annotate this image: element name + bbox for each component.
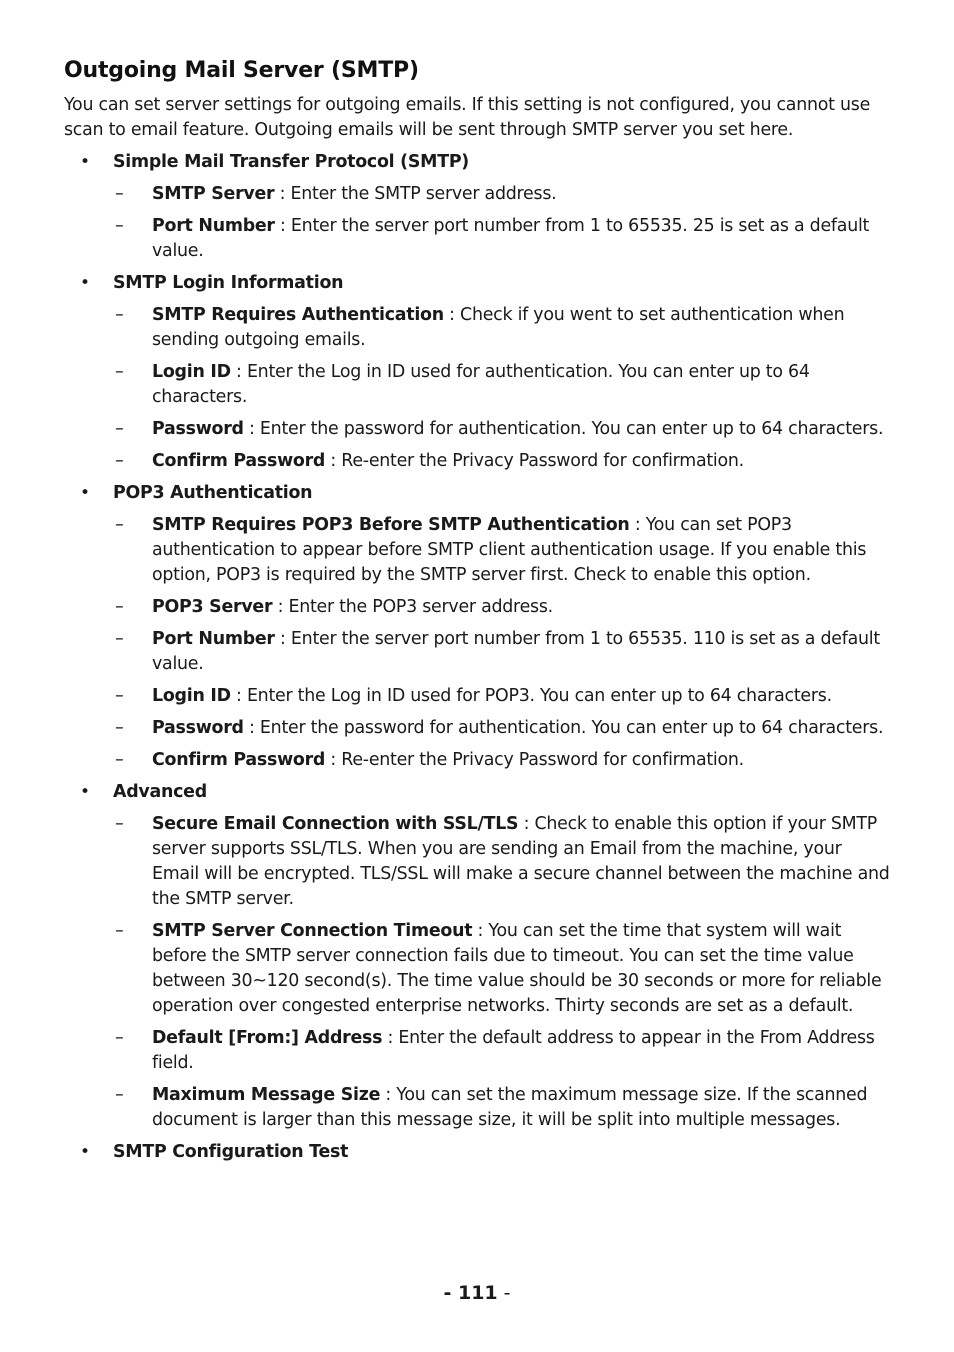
setting-description: : Enter the Log in ID used for POP3. You can enter up to 64 characters.: [230, 686, 832, 706]
setting-description: : Enter the Log in ID used for authentication. You can enter up to 64 characters.: [152, 362, 810, 407]
sub-item: [113, 627, 890, 677]
section-list: [64, 150, 890, 1165]
intro-paragraph: You can set server settings for outgoing emails. If this setting is not configured, you cannot use scan to email feature. Outgoing emails will be sent through SMTP server you set here.: [64, 95, 871, 140]
setting-term: POP3 Server: [152, 597, 273, 617]
document-page: [64, 58, 890, 1172]
section-item: [64, 1140, 890, 1165]
dash-marker: –: [115, 750, 124, 770]
dash-marker: –: [115, 686, 124, 706]
setting-description: : Enter the server port number from 1 to 65535. 110 is set as a default value.: [152, 629, 880, 674]
setting-term: Default [From:] Address: [152, 1028, 383, 1048]
sub-item: [113, 595, 890, 620]
dash-marker: –: [115, 184, 124, 204]
sub-item: [113, 919, 890, 1019]
page-number-prefix: -: [443, 1282, 458, 1304]
setting-description: : Check if you went to set authentication when sending outgoing emails.: [152, 305, 845, 350]
setting-description: : Enter the SMTP server address.: [274, 184, 557, 204]
sub-item: [113, 182, 890, 207]
section-item: [64, 481, 890, 773]
bullet-marker: •: [80, 483, 91, 503]
setting-description: : You can set the maximum message size. If the scanned document is larger than this message size, it will be split into multiple messages.: [152, 1085, 868, 1130]
setting-description: : Enter the password for authentication. You can enter up to 64 characters.: [243, 718, 884, 738]
sub-item: [113, 1083, 890, 1133]
sub-item: [113, 417, 890, 442]
setting-term: Maximum Message Size: [152, 1085, 381, 1105]
section-item: [64, 271, 890, 474]
page-number-suffix: -: [497, 1282, 511, 1304]
sub-item: [113, 513, 890, 588]
page-title: Outgoing Mail Server (SMTP): [64, 58, 419, 83]
setting-description: : You can set POP3 authentication to appear before SMTP client authentication usage. If you enable this option, POP3 is required by the SMTP server first. Check to enable this option.: [152, 515, 867, 585]
setting-term: SMTP Server Connection Timeout: [152, 921, 473, 941]
dash-marker: –: [115, 362, 124, 382]
setting-term: Login ID: [152, 686, 231, 706]
sub-item-list: [113, 812, 890, 1133]
sub-item-list: [113, 513, 890, 773]
setting-description: : Enter the server port number from 1 to 65535. 25 is set as a default value.: [152, 216, 870, 261]
bullet-marker: •: [80, 782, 91, 802]
setting-description: : Enter the password for authentication. You can enter up to 64 characters.: [243, 419, 884, 439]
section-heading: Advanced: [113, 782, 207, 802]
setting-description: : Check to enable this option if your SMTP server supports SSL/TLS. When you are sending an Email from the machine, your Email will be encrypted. TLS/SSL will make a secure channel between the machine and the SMTP server.: [152, 814, 890, 909]
dash-marker: –: [115, 419, 124, 439]
section-heading: Simple Mail Transfer Protocol (SMTP): [113, 152, 470, 172]
setting-term: SMTP Server: [152, 184, 275, 204]
dash-marker: –: [115, 1085, 124, 1105]
page-footer: [0, 1280, 954, 1306]
sub-item-list: [113, 303, 890, 474]
dash-marker: –: [115, 515, 124, 535]
dash-marker: –: [115, 814, 124, 834]
sub-item: [113, 360, 890, 410]
setting-term: Confirm Password: [152, 451, 326, 471]
setting-term: Port Number: [152, 629, 275, 649]
section-heading: SMTP Login Information: [113, 273, 344, 293]
setting-description: : Re-enter the Privacy Password for confirmation.: [325, 451, 744, 471]
sub-item: [113, 748, 890, 773]
sub-item: [113, 449, 890, 474]
sub-item: [113, 1026, 890, 1076]
dash-marker: –: [115, 216, 124, 236]
sub-item: [113, 303, 890, 353]
sub-item-list: [113, 182, 890, 264]
section-item: [64, 150, 890, 264]
page-number: 111: [457, 1282, 498, 1304]
setting-term: Port Number: [152, 216, 275, 236]
setting-term: SMTP Requires POP3 Before SMTP Authentication: [152, 515, 630, 535]
setting-term: Secure Email Connection with SSL/TLS: [152, 814, 519, 834]
setting-term: Login ID: [152, 362, 231, 382]
bullet-marker: •: [80, 152, 91, 172]
section-heading: SMTP Configuration Test: [113, 1142, 349, 1162]
setting-term: Password: [152, 718, 244, 738]
setting-description: : You can set the time that system will wait before the SMTP server connection fails due to timeout. You can set the time value between 30~120 second(s). The time value should be 30 seconds or more for reliable operation over congested enterprise networks. Thirty seconds are set as a default.: [152, 921, 882, 1016]
bullet-marker: •: [80, 1142, 91, 1162]
sub-item: [113, 684, 890, 709]
setting-term: Confirm Password: [152, 750, 326, 770]
setting-description: : Enter the default address to appear in the From Address field.: [152, 1028, 875, 1073]
setting-term: SMTP Requires Authentication: [152, 305, 444, 325]
dash-marker: –: [115, 305, 124, 325]
sub-item: [113, 812, 890, 912]
dash-marker: –: [115, 451, 124, 471]
section-item: [64, 780, 890, 1133]
dash-marker: –: [115, 921, 124, 941]
dash-marker: –: [115, 718, 124, 738]
sub-item: [113, 214, 890, 264]
bullet-marker: •: [80, 273, 91, 293]
setting-description: : Enter the POP3 server address.: [272, 597, 553, 617]
dash-marker: –: [115, 597, 124, 617]
dash-marker: –: [115, 629, 124, 649]
sub-item: [113, 716, 890, 741]
setting-term: Password: [152, 419, 244, 439]
setting-description: : Re-enter the Privacy Password for confirmation.: [325, 750, 744, 770]
section-heading: POP3 Authentication: [113, 483, 313, 503]
dash-marker: –: [115, 1028, 124, 1048]
